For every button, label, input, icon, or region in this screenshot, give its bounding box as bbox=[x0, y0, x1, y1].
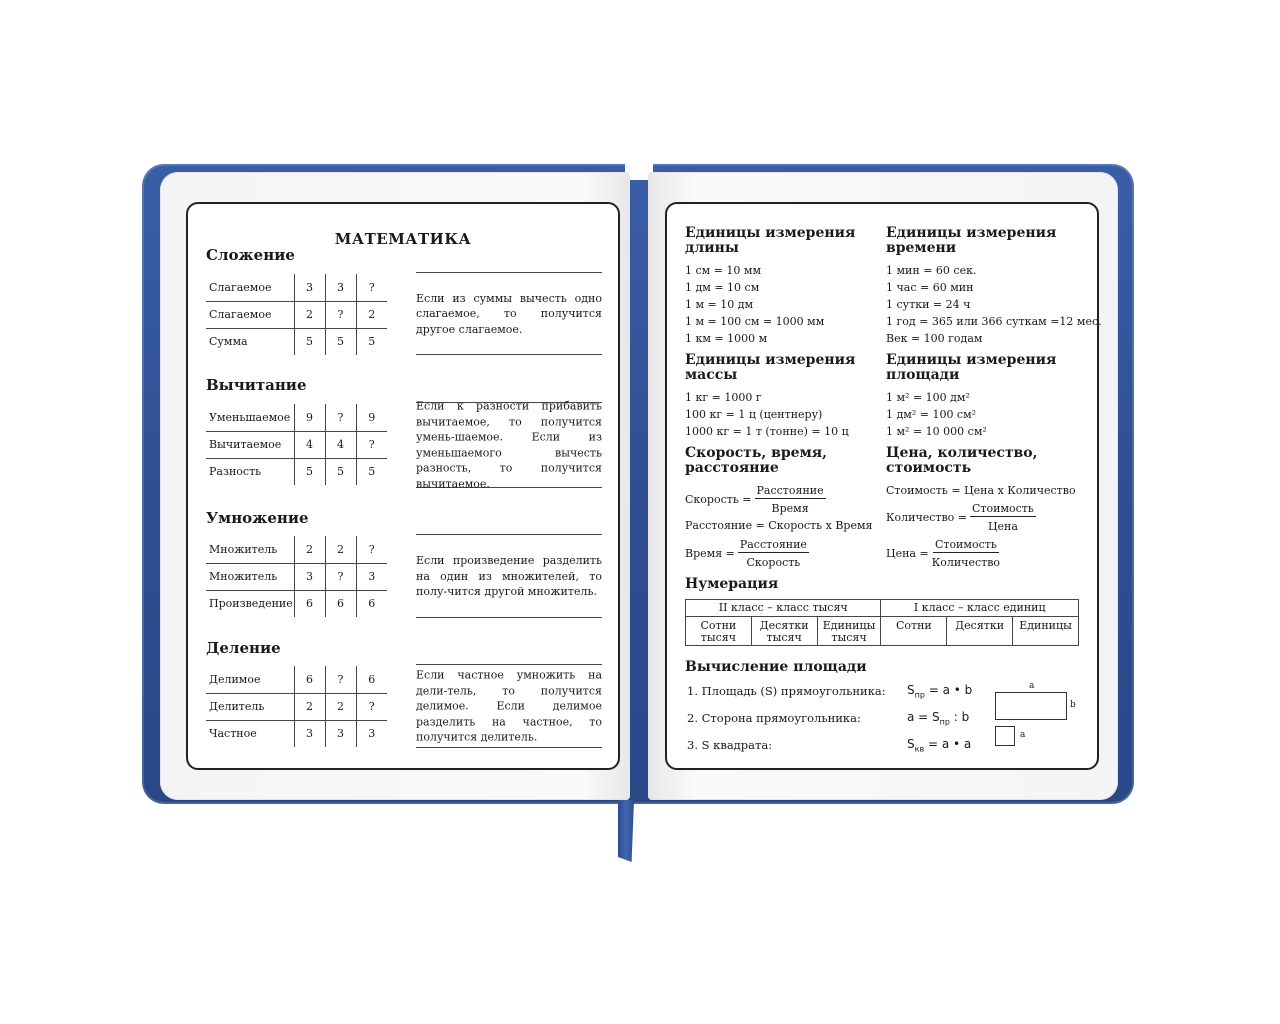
column-header: Сотни тысяч bbox=[686, 617, 752, 646]
row-label: Разность bbox=[209, 465, 262, 479]
row-label: Множитель bbox=[206, 563, 294, 590]
addition-rule bbox=[416, 272, 602, 355]
cell: 3 bbox=[325, 274, 356, 301]
table-row bbox=[206, 720, 387, 747]
list-item: 1 мин = 60 сек. bbox=[886, 264, 977, 277]
list-item: 1 м = 10 дм bbox=[685, 298, 754, 311]
area-item-3: 3. S квадрата: bbox=[687, 738, 773, 752]
list-item: 1 м² = 10 000 см² bbox=[886, 425, 987, 438]
formula-lhs: Скорость = bbox=[685, 493, 752, 506]
cell: 3 bbox=[294, 274, 325, 301]
row-label: Слагаемое bbox=[206, 274, 294, 301]
class-units: I класс – класс единиц bbox=[881, 600, 1079, 617]
section-title-subtraction: Вычитание bbox=[206, 376, 307, 394]
list-item: 1 дм² = 100 см² bbox=[886, 408, 977, 421]
table-row bbox=[206, 693, 387, 720]
cell: 3 bbox=[294, 563, 325, 590]
speed-formula bbox=[685, 484, 826, 515]
table-row bbox=[686, 617, 1079, 646]
numeration-table bbox=[685, 599, 1079, 646]
dim-label-a: a bbox=[1029, 681, 1035, 691]
cell: 5 bbox=[294, 458, 325, 485]
table-row bbox=[206, 458, 387, 485]
numerator: Стоимость bbox=[934, 538, 997, 551]
table-row bbox=[206, 590, 387, 617]
cell: ? bbox=[325, 563, 356, 590]
list-item: 1 дм = 10 см bbox=[685, 281, 760, 294]
cell: ? bbox=[356, 693, 387, 720]
section-title-length-units: Единицы измерения длины bbox=[685, 225, 856, 256]
area-formula-2: $a = S_{пр}$ : b bbox=[907, 710, 970, 727]
price-formula bbox=[886, 538, 1000, 569]
mass-units-list bbox=[685, 389, 849, 440]
cell: 3 bbox=[356, 720, 387, 747]
area-formula-1: $S_{пр} = a$ • b bbox=[907, 683, 973, 700]
rule-text: Если из суммы вычесть одно слагаемое, то получится другое слагаемое. bbox=[416, 291, 602, 336]
table-row bbox=[206, 328, 387, 355]
square-diagram bbox=[995, 726, 1015, 746]
cell: 5 bbox=[356, 328, 387, 355]
section-title-time-units: Единицы измерения времени bbox=[886, 225, 1057, 256]
list-item: Век = 100 годам bbox=[886, 332, 983, 345]
denominator: Цена bbox=[987, 520, 1018, 533]
area-item-1: 1. Площадь (S) прямоугольника: bbox=[687, 684, 886, 698]
fraction bbox=[970, 502, 1036, 533]
cell: 2 bbox=[294, 536, 325, 563]
cell: 3 bbox=[325, 720, 356, 747]
cell: 5 bbox=[294, 328, 325, 355]
column-header: Сотни bbox=[881, 617, 947, 646]
cell: 6 bbox=[356, 590, 387, 617]
row-label: Делитель bbox=[206, 693, 294, 720]
distance-formula: Расстояние = Скорость х Время bbox=[685, 519, 873, 532]
division-rule bbox=[416, 664, 602, 748]
list-item: 1 сутки = 24 ч bbox=[886, 298, 971, 311]
table-row bbox=[206, 301, 387, 328]
section-title-addition: Сложение bbox=[206, 246, 295, 264]
row-label: Произведение bbox=[209, 597, 293, 611]
row-label: Сумма bbox=[209, 335, 248, 349]
cell: ? bbox=[325, 404, 356, 431]
cost-formula: Стоимость = Цена х Количество bbox=[886, 484, 1076, 497]
units-reference-frame bbox=[665, 202, 1102, 770]
cell: 9 bbox=[356, 404, 387, 431]
cell: ? bbox=[356, 536, 387, 563]
cell: 6 bbox=[294, 590, 325, 617]
table-row bbox=[206, 404, 387, 431]
math-operations-frame bbox=[186, 202, 620, 770]
denominator: Количество bbox=[931, 556, 1001, 569]
cell: 2 bbox=[356, 301, 387, 328]
list-item: 1 см = 10 мм bbox=[685, 264, 762, 277]
area-formula-3: $S_{кв} = a$ • a bbox=[907, 737, 972, 754]
dim-label-b: b bbox=[1070, 700, 1076, 710]
formula-lhs: Время = bbox=[685, 547, 735, 560]
rule-text: Если произведение разделить на один из множителей, то полу-чится другой множитель. bbox=[416, 553, 602, 598]
rule-text: Если частное умножить на дели-тель, то получится делимое. Если делимое разделить на частное, то получится делитель. bbox=[416, 668, 602, 744]
cell: 3 bbox=[294, 720, 325, 747]
cell: ? bbox=[356, 431, 387, 458]
table-row bbox=[206, 431, 387, 458]
division-table bbox=[206, 666, 387, 747]
class-thousands: II класс – класс тысяч bbox=[686, 600, 881, 617]
cell: 5 bbox=[325, 328, 356, 355]
denominator: Скорость bbox=[746, 556, 801, 569]
formula-lhs: Цена = bbox=[886, 547, 929, 560]
section-title-speed: Скорость, время, расстояние bbox=[685, 445, 827, 476]
cell: 2 bbox=[325, 693, 356, 720]
row-label: Уменьшаемое bbox=[206, 404, 294, 431]
column-header: Десятки тысяч bbox=[751, 617, 817, 646]
fraction bbox=[755, 484, 826, 515]
multiplication-table bbox=[206, 536, 387, 617]
dim-label-square-a: a bbox=[1020, 730, 1026, 740]
list-item: 1000 кг = 1 т (тонне) = 10 ц bbox=[685, 425, 849, 438]
section-title-mass-units: Единицы измерения массы bbox=[685, 352, 856, 383]
area-units-list bbox=[886, 389, 987, 440]
section-title-division: Деление bbox=[206, 639, 281, 657]
cell: 4 bbox=[325, 431, 356, 458]
subtraction-table bbox=[206, 404, 387, 485]
list-item: 1 кг = 1000 г bbox=[685, 391, 762, 404]
area-item-2: 2. Сторона прямоугольника: bbox=[687, 711, 861, 725]
addition-table bbox=[206, 274, 387, 355]
table-row bbox=[206, 666, 387, 693]
fraction bbox=[932, 538, 1000, 569]
cell: ? bbox=[325, 666, 356, 693]
numerator: Расстояние bbox=[739, 538, 807, 551]
section-title-multiplication: Умножение bbox=[206, 509, 309, 527]
cell: 5 bbox=[325, 458, 356, 485]
cell: 4 bbox=[294, 431, 325, 458]
table-row bbox=[206, 274, 387, 301]
row-label: Слагаемое bbox=[206, 301, 294, 328]
cell: 6 bbox=[356, 666, 387, 693]
page-title: МАТЕМАТИКА bbox=[334, 230, 472, 248]
table-row bbox=[206, 563, 387, 590]
list-item: 1 м² = 100 дм² bbox=[886, 391, 970, 404]
section-title-price: Цена, количество, стоимость bbox=[886, 445, 1038, 476]
cell: 2 bbox=[294, 693, 325, 720]
fraction bbox=[738, 538, 809, 569]
numerator: Стоимость bbox=[972, 502, 1034, 515]
cell: 2 bbox=[294, 301, 325, 328]
column-header: Десятки bbox=[947, 617, 1013, 646]
list-item: 1 час = 60 мин bbox=[886, 281, 974, 294]
list-item: 100 кг = 1 ц (центнеру) bbox=[685, 408, 823, 421]
row-label: Делимое bbox=[206, 666, 294, 693]
list-item: 1 км = 1000 м bbox=[685, 332, 768, 345]
section-title-area-calc: Вычисление площади bbox=[685, 659, 867, 675]
column-header: Единицы bbox=[1013, 617, 1079, 646]
table-row bbox=[686, 600, 1079, 617]
section-title-numeration: Нумерация bbox=[685, 576, 779, 592]
length-units-list bbox=[685, 262, 824, 347]
cell: 5 bbox=[356, 458, 387, 485]
row-label: Вычитаемое bbox=[206, 431, 294, 458]
time-units-list bbox=[886, 262, 1102, 347]
cell: 3 bbox=[356, 563, 387, 590]
list-item: 1 м = 100 см = 1000 мм bbox=[685, 315, 825, 328]
row-label: Множитель bbox=[206, 536, 294, 563]
cell: 6 bbox=[294, 666, 325, 693]
list-item: 1 год = 365 или 366 суткам =12 мес. bbox=[886, 315, 1102, 328]
cell: ? bbox=[325, 301, 356, 328]
subtraction-rule bbox=[416, 399, 602, 490]
cell: 9 bbox=[294, 404, 325, 431]
quantity-formula bbox=[886, 502, 1036, 533]
cell: 2 bbox=[325, 536, 356, 563]
section-title-area-units: Единицы измерения площади bbox=[886, 352, 1057, 383]
denominator: Время bbox=[771, 502, 809, 515]
time-formula bbox=[685, 538, 809, 569]
row-label: Частное bbox=[209, 727, 257, 741]
column-header: Единицы тысяч bbox=[817, 617, 881, 646]
formula-lhs: Количество = bbox=[886, 511, 968, 524]
bookmark-ribbon bbox=[618, 800, 634, 862]
table-row bbox=[206, 536, 387, 563]
cell: 6 bbox=[325, 590, 356, 617]
multiplication-rule bbox=[416, 534, 602, 618]
rectangle-diagram bbox=[995, 692, 1067, 720]
rule-text: Если к разности прибавить вычитаемое, то получится умень-шаемое. Если из уменьшаемого вычесть разность, то получится вычитаемое. bbox=[416, 399, 602, 490]
cell: ? bbox=[356, 274, 387, 301]
numerator: Расстояние bbox=[756, 484, 824, 497]
